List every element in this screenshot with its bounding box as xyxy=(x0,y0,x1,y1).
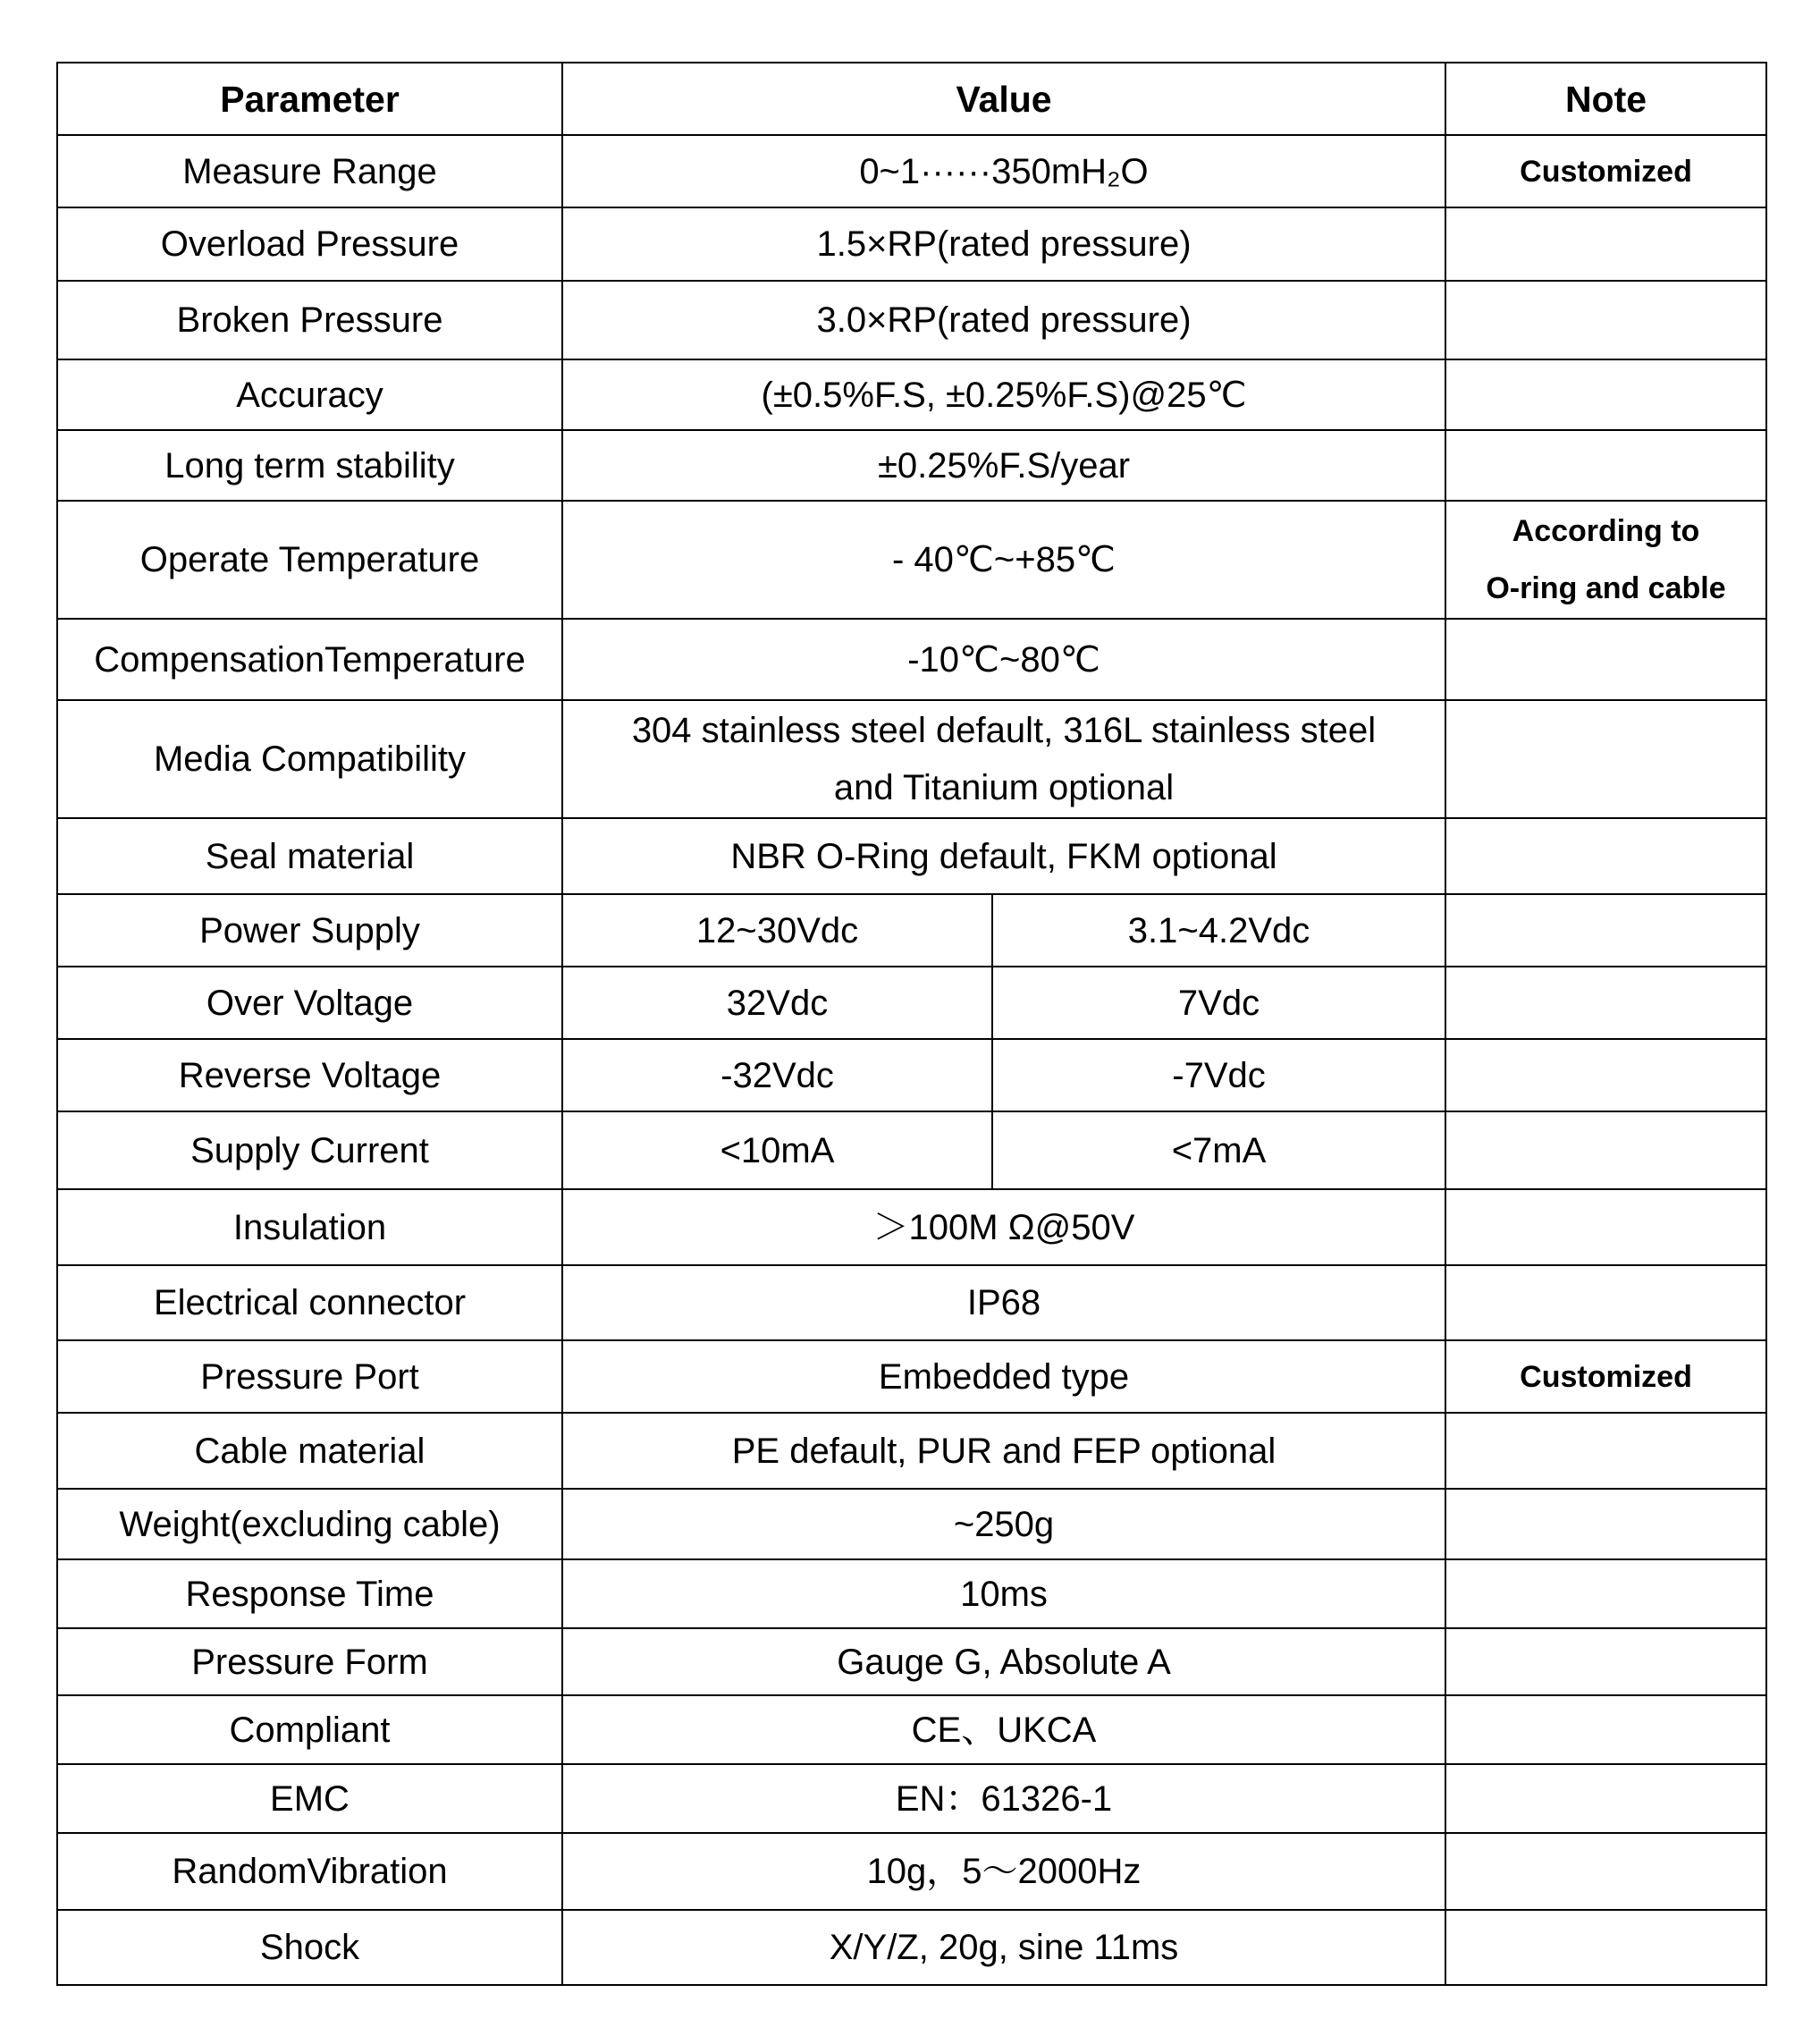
table-row xyxy=(57,359,1766,430)
value-cell: Gauge G, Absolute A xyxy=(562,1628,1445,1695)
param-cell: Pressure Port xyxy=(57,1340,562,1413)
value-cell: (±0.5%F.S, ±0.25%F.S)@25℃ xyxy=(562,359,1445,430)
note-cell xyxy=(1445,1628,1766,1695)
value-cell: - 40℃~+85℃ xyxy=(562,501,1445,619)
param-cell: Media Compatibility xyxy=(57,700,562,818)
value-cell-a: -32Vdc xyxy=(562,1039,992,1111)
value-cell: 3.0×RP(rated pressure) xyxy=(562,281,1445,359)
value-cell: NBR O-Ring default, FKM optional xyxy=(562,818,1445,894)
value-cell-a: <10mA xyxy=(562,1111,992,1189)
value-cell: 0~1······350mH₂O xyxy=(562,135,1445,207)
note-cell: Customized xyxy=(1445,1340,1766,1413)
table-row xyxy=(57,1833,1766,1910)
value-cell: CE、UKCA xyxy=(562,1695,1445,1764)
param-cell: EMC xyxy=(57,1764,562,1833)
value-cell-b: <7mA xyxy=(992,1111,1445,1189)
note-cell xyxy=(1445,1265,1766,1340)
note-cell xyxy=(1445,1764,1766,1833)
param-cell: Electrical connector xyxy=(57,1265,562,1340)
table-row xyxy=(57,135,1766,207)
note-line: According to xyxy=(1512,514,1700,548)
note-cell xyxy=(1445,359,1766,430)
note-cell xyxy=(1445,700,1766,818)
value-cell: ＞100M Ω@50V xyxy=(562,1189,1445,1265)
value-cell xyxy=(562,700,1445,818)
table-row xyxy=(57,501,1766,619)
table-row xyxy=(57,1039,1766,1111)
note-cell xyxy=(1445,281,1766,359)
param-cell: Supply Current xyxy=(57,1111,562,1189)
note-cell xyxy=(1445,1489,1766,1559)
table-row xyxy=(57,1910,1766,1985)
table-row xyxy=(57,700,1766,818)
table-row xyxy=(57,1559,1766,1628)
value-cell-a: 32Vdc xyxy=(562,967,992,1039)
table-row xyxy=(57,1695,1766,1764)
value-cell-a: 12~30Vdc xyxy=(562,894,992,967)
param-cell: Response Time xyxy=(57,1559,562,1628)
table-row xyxy=(57,894,1766,967)
table-row xyxy=(57,430,1766,501)
note-cell xyxy=(1445,501,1766,619)
value-cell: ±0.25%F.S/year xyxy=(562,430,1445,501)
note-cell xyxy=(1445,207,1766,281)
table-row xyxy=(57,1340,1766,1413)
table-row xyxy=(57,281,1766,359)
table-header-row xyxy=(57,63,1766,135)
note-cell xyxy=(1445,430,1766,501)
value-cell-b: 3.1~4.2Vdc xyxy=(992,894,1445,967)
note-cell xyxy=(1445,1833,1766,1910)
value-cell: 10ms xyxy=(562,1559,1445,1628)
param-cell: Cable material xyxy=(57,1413,562,1489)
table-row xyxy=(57,1413,1766,1489)
table-row xyxy=(57,1489,1766,1559)
param-cell: Shock xyxy=(57,1910,562,1985)
note-cell xyxy=(1445,1695,1766,1764)
param-cell: Overload Pressure xyxy=(57,207,562,281)
table-row xyxy=(57,1111,1766,1189)
note-cell xyxy=(1445,894,1766,967)
value-line: and Titanium optional xyxy=(833,768,1175,807)
note-cell xyxy=(1445,1910,1766,1985)
param-cell: Weight(excluding cable) xyxy=(57,1489,562,1559)
param-cell: RandomVibration xyxy=(57,1833,562,1910)
table-row xyxy=(57,1764,1766,1833)
note-cell xyxy=(1445,967,1766,1039)
note-cell xyxy=(1445,818,1766,894)
param-cell: Compliant xyxy=(57,1695,562,1764)
value-cell: Embedded type xyxy=(562,1340,1445,1413)
note-cell: Customized xyxy=(1445,135,1766,207)
table-row xyxy=(57,207,1766,281)
param-cell: Seal material xyxy=(57,818,562,894)
value-cell: IP68 xyxy=(562,1265,1445,1340)
note-cell xyxy=(1445,1039,1766,1111)
param-cell: Over Voltage xyxy=(57,967,562,1039)
param-cell: CompensationTemperature xyxy=(57,619,562,700)
value-cell: 10g，5～2000Hz xyxy=(562,1833,1445,1910)
spec-table xyxy=(56,62,1767,1986)
table-row xyxy=(57,818,1766,894)
value-cell-b: 7Vdc xyxy=(992,967,1445,1039)
param-cell: Accuracy xyxy=(57,359,562,430)
value-line: 304 stainless steel default, 316L stainless steel xyxy=(631,711,1377,750)
note-cell xyxy=(1445,1559,1766,1628)
note-cell xyxy=(1445,1413,1766,1489)
value-cell: X/Y/Z, 20g, sine 11ms xyxy=(562,1910,1445,1985)
value-cell: PE default, PUR and FEP optional xyxy=(562,1413,1445,1489)
header-parameter: Parameter xyxy=(57,63,562,135)
param-cell: Power Supply xyxy=(57,894,562,967)
note-cell xyxy=(1445,1111,1766,1189)
table-row xyxy=(57,1189,1766,1265)
value-cell-b: -7Vdc xyxy=(992,1039,1445,1111)
param-cell: Long term stability xyxy=(57,430,562,501)
table-row xyxy=(57,967,1766,1039)
param-cell: Measure Range xyxy=(57,135,562,207)
value-cell: -10℃~80℃ xyxy=(562,619,1445,700)
note-cell xyxy=(1445,619,1766,700)
value-cell: 1.5×RP(rated pressure) xyxy=(562,207,1445,281)
note-cell xyxy=(1445,1189,1766,1265)
param-cell: Operate Temperature xyxy=(57,501,562,619)
table-row xyxy=(57,619,1766,700)
value-cell: ~250g xyxy=(562,1489,1445,1559)
table-row xyxy=(57,1265,1766,1340)
param-cell: Broken Pressure xyxy=(57,281,562,359)
header-note: Note xyxy=(1445,63,1766,135)
note-line: O-ring and cable xyxy=(1486,571,1726,605)
param-cell: Insulation xyxy=(57,1189,562,1265)
value-cell: EN：61326-1 xyxy=(562,1764,1445,1833)
param-cell: Reverse Voltage xyxy=(57,1039,562,1111)
param-cell: Pressure Form xyxy=(57,1628,562,1695)
table-row xyxy=(57,1628,1766,1695)
header-value: Value xyxy=(562,63,1445,135)
